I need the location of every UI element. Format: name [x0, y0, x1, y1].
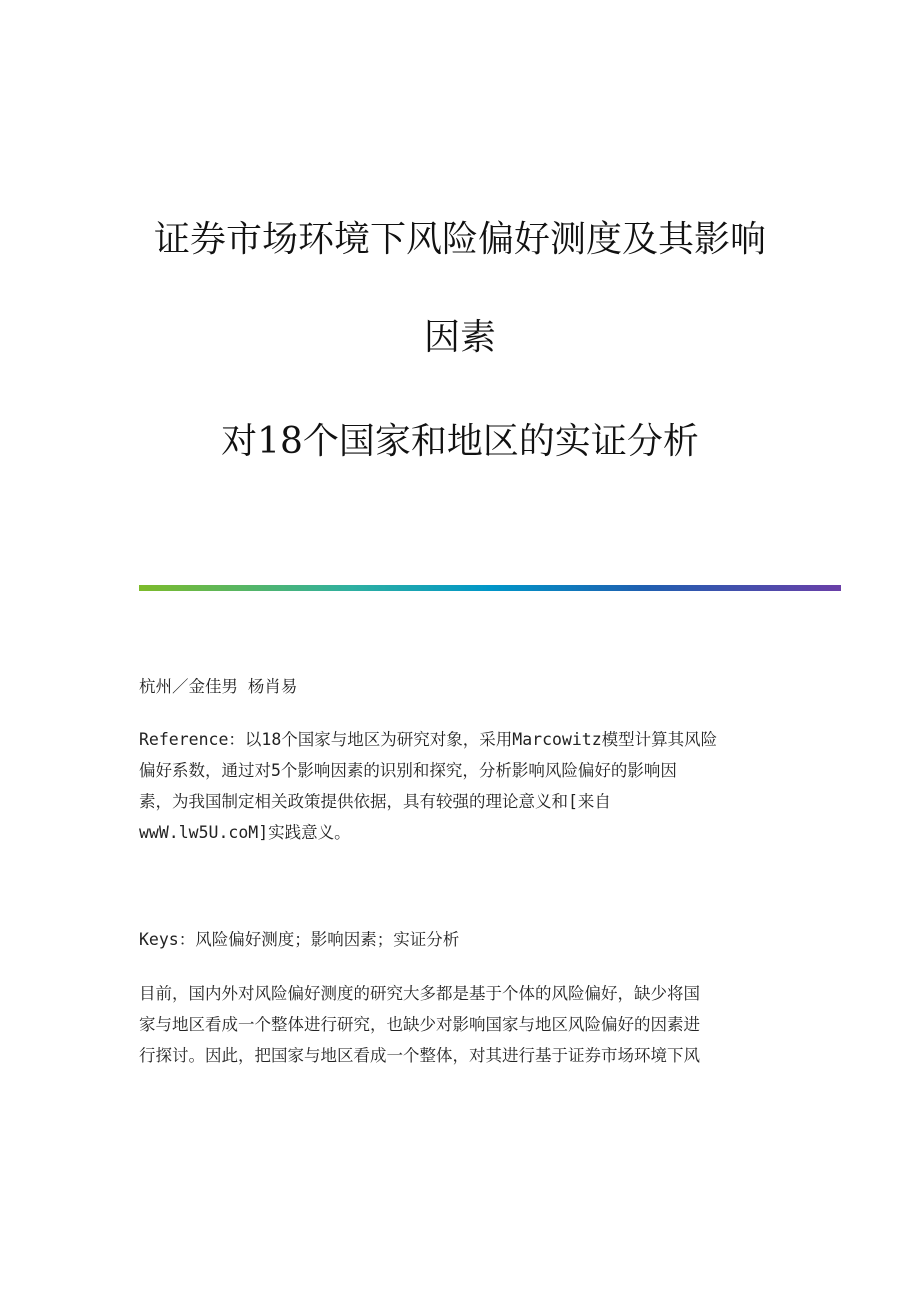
- reference-line-4: wwW.lw5U.coM]实践意义。: [139, 823, 351, 842]
- reference-block: [139, 724, 779, 848]
- keys-block: [139, 924, 779, 955]
- reference-line-2: 偏好系数，通过对5个影响因素的识别和探究，分析影响风险偏好的影响因: [139, 761, 677, 780]
- intro-block: [139, 978, 779, 1071]
- author-line: 杭州／金佳男 杨肖易: [139, 677, 298, 696]
- title-line-1: 证券市场环境下风险偏好测度及其影响: [153, 219, 766, 260]
- keys-line: Keys：风险偏好测度；影响因素；实证分析: [139, 930, 460, 949]
- reference-line-3: 素，为我国制定相关政策提供依据，具有较强的理论意义和[来自: [139, 792, 611, 811]
- title-line-2: 因素: [423, 317, 496, 358]
- intro-line-2: 家与地区看成一个整体进行研究，也缺少对影响国家与地区风险偏好的因素进: [139, 1015, 700, 1034]
- intro-line-1: 目前，国内外对风险偏好测度的研究大多都是基于个体的风险偏好，缺少将国: [139, 984, 700, 1003]
- reference-line-1: Reference：以18个国家与地区为研究对象，采用Marcowitz模型计算其风险: [139, 730, 718, 749]
- intro-line-3: 行探讨。因此，把国家与地区看成一个整体，对其进行基于证券市场环境下风: [139, 1046, 700, 1065]
- gradient-divider: [139, 585, 841, 591]
- title-line-3: 对18个国家和地区的实证分析: [221, 421, 699, 462]
- author-block: [139, 671, 779, 702]
